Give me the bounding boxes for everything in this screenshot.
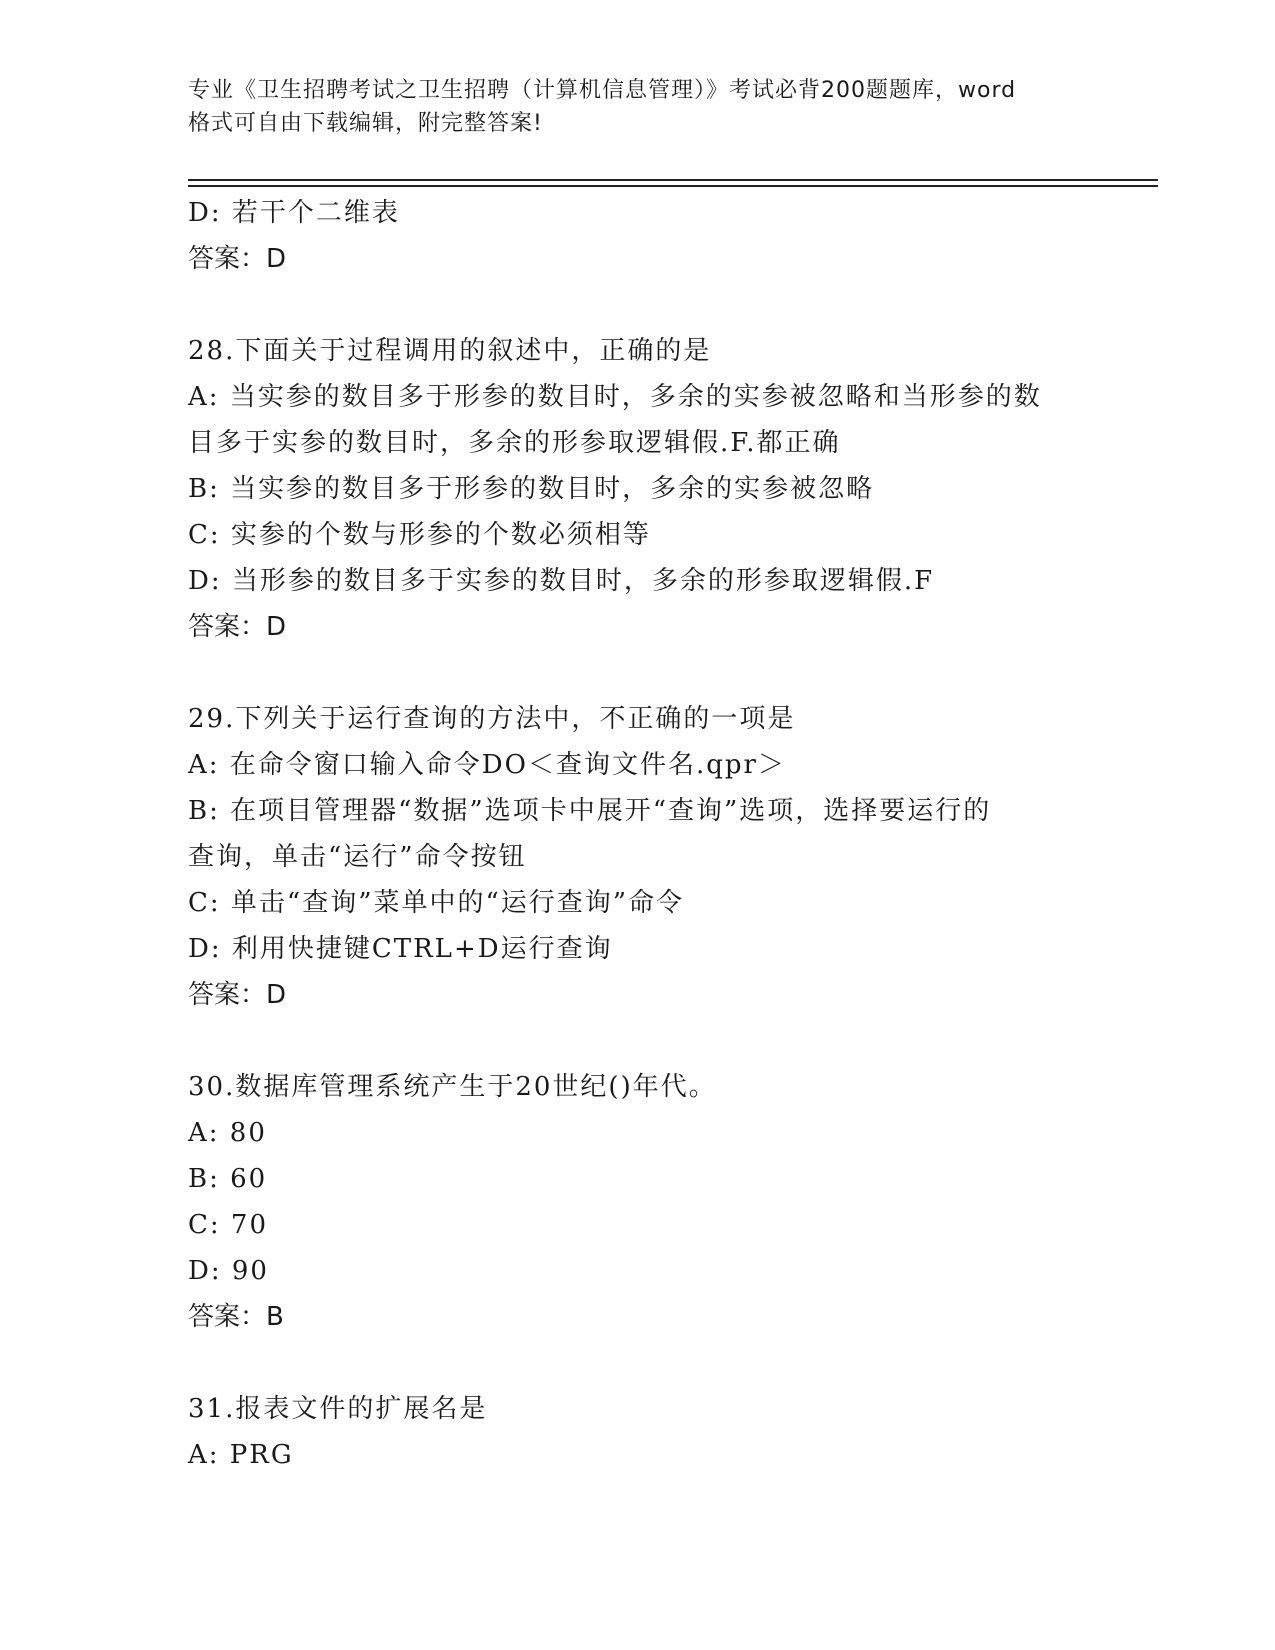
question-content xyxy=(188,190,1088,1478)
option-line: 目多于实参的数目时，多余的形参取逻辑假.F.都正确 xyxy=(188,428,841,458)
answer-line: 答案：D xyxy=(188,980,287,1010)
option-d: D: 若干个二维表 xyxy=(188,198,400,228)
question-title: 28.下面关于过程调用的叙述中，正确的是 xyxy=(188,336,712,366)
option-line: A: 80 xyxy=(188,1118,267,1148)
question-28 xyxy=(188,328,1088,650)
option-line: D: 利用快捷键CTRL+D运行查询 xyxy=(188,934,613,964)
option-line: D: 当形参的数目多于实参的数目时，多余的形参取逻辑假.F xyxy=(188,566,935,596)
question-30 xyxy=(188,1064,1088,1340)
question-29 xyxy=(188,696,1088,1018)
header-divider-bottom xyxy=(188,185,1158,187)
option-line: C: 实参的个数与形参的个数必须相等 xyxy=(188,520,651,550)
option-line: C: 单击“查询”菜单中的“运行查询”命令 xyxy=(188,888,685,918)
header-divider-top xyxy=(188,179,1158,181)
option-line: C: 70 xyxy=(188,1210,269,1240)
option-line: B: 当实参的数目多于形参的数目时，多余的实参被忽略 xyxy=(188,474,875,504)
answer-line: 答案：B xyxy=(188,1302,284,1332)
answer-line: 答案：D xyxy=(188,244,287,274)
question-title: 29.下列关于运行查询的方法中，不正确的一项是 xyxy=(188,704,796,734)
question-title: 30.数据库管理系统产生于20世纪()年代。 xyxy=(188,1072,717,1102)
option-line: B: 60 xyxy=(188,1164,268,1194)
option-line: D: 90 xyxy=(188,1256,269,1286)
option-line: B: 在项目管理器“数据”选项卡中展开“查询”选项，选择要运行的 xyxy=(188,796,992,826)
document-header xyxy=(188,74,1108,140)
question-title: 31.报表文件的扩展名是 xyxy=(188,1394,488,1424)
previous-question-tail xyxy=(188,190,1088,282)
option-line: 查询，单击“运行”命令按钮 xyxy=(188,842,527,872)
option-line: A: 当实参的数目多于形参的数目时，多余的实参被忽略和当形参的数 xyxy=(188,382,1042,412)
header-line-1: 专业《卫生招聘考试之卫生招聘（计算机信息管理）》考试必背200题题库，word xyxy=(188,78,1017,103)
header-line-2: 格式可自由下载编辑，附完整答案! xyxy=(188,111,543,136)
option-line: A: 在命令窗口输入命令DO＜查询文件名.qpr＞ xyxy=(188,750,786,780)
option-line: A: PRG xyxy=(188,1440,294,1470)
answer-line: 答案：D xyxy=(188,612,287,642)
question-31 xyxy=(188,1386,1088,1478)
